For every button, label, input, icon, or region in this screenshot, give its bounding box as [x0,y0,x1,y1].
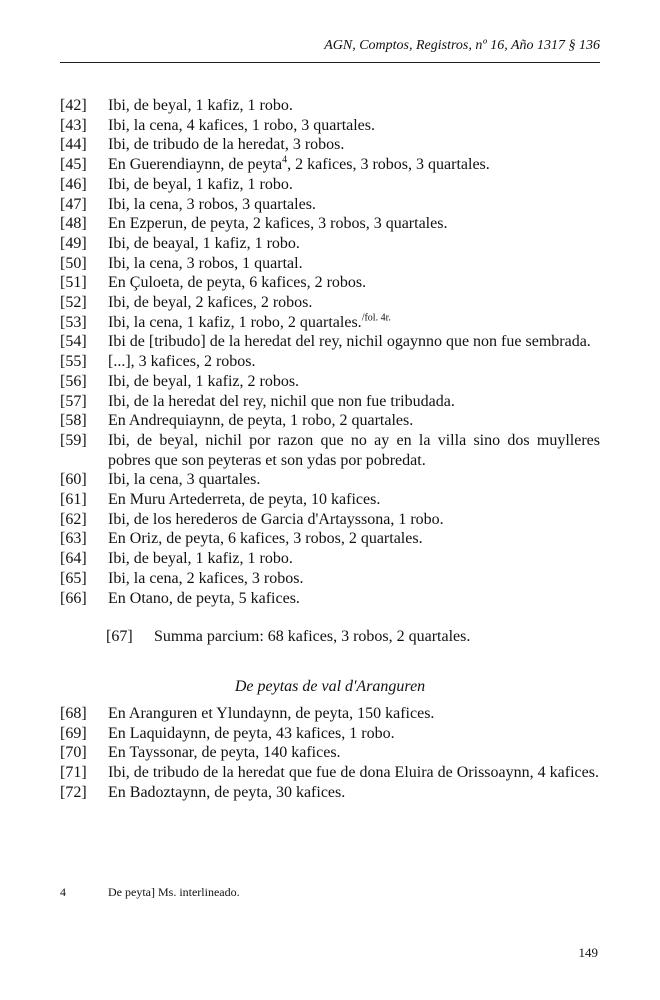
entry-number: [54] [60,333,87,351]
entry-number: [65] [60,569,87,587]
entry-row [60,273,600,293]
entry-text-part: , 2 kafices, 3 robos, 3 quartales. [287,156,490,174]
entry-number: [62] [60,510,87,528]
entry-row [60,411,600,431]
entry-row [60,392,600,412]
entry-text: Ibi, de beyal, 1 kafiz, 1 robo. [108,175,293,193]
entry-list [60,96,600,608]
entry-row [60,783,600,803]
entry-text: Ibi, de beyal, 2 kafices, 2 robos. [108,294,313,312]
entry-text: Ibi de [tribudo] de la heredat del rey, nichil ogaynno que non fue sembrada. [108,333,591,351]
entry-row [60,431,600,470]
entry-text [108,155,600,175]
entry-number: [56] [60,372,87,390]
footnote [60,885,240,900]
entry-row [60,743,600,763]
entry-row [60,470,600,490]
entry-row [60,234,600,254]
entry-row [60,293,600,313]
summa-text: Summa parcium: 68 kafices, 3 robos, 2 quartales. [154,628,471,645]
entry-number: [63] [60,530,87,548]
entry-text: En Tayssonar, de peyta, 140 kafices. [108,744,341,762]
entry-text: En Badoztaynn, de peyta, 30 kafices. [108,783,346,801]
entry-text: Ibi, la cena, 3 quartales. [108,471,261,489]
entry-row [60,510,600,530]
summa-number: [67] [106,628,133,645]
entry-text: Ibi, de beyal, 1 kafiz, 1 robo. [108,97,293,114]
entry-text: En Oriz, de peyta, 6 kafices, 3 robos, 2 quartales. [108,530,423,548]
entry-row [60,372,600,392]
entry-number: [43] [60,116,87,134]
entry-row [60,490,600,510]
entry-number: [47] [60,195,87,213]
entry-row [60,116,600,136]
entry-row [60,332,600,352]
footnote-text: De peyta] Ms. interlineado. [108,885,240,899]
entry-text: Ibi, la cena, 4 kafices, 1 robo, 3 quartales. [108,116,376,134]
entry-text-part: En Guerendiaynn, de peyta [108,156,283,174]
entry-list-aranguren [60,704,600,803]
entry-text: Ibi, de tribudo de la heredat que fue de dona Eluira de Orissoaynn, 4 kafices. [108,764,599,782]
footnote-number: 4 [60,885,66,899]
entry-number: [46] [60,175,87,193]
entry-number: [51] [60,274,87,292]
entry-number: [55] [60,353,87,371]
entry-number: [68] [60,705,87,722]
entry-number: [57] [60,392,87,410]
entry-text: En Muru Artederreta, de peyta, 10 kafices. [108,491,381,509]
entry-text: En Andrequiaynn, de peyta, 1 robo, 2 quartales. [108,412,414,430]
entry-row [60,254,600,274]
entry-row [60,724,600,744]
entry-number: [64] [60,550,87,568]
entry-text: En Aranguren et Ylundaynn, de peyta, 150 kafices. [108,705,435,722]
entry-number: [48] [60,215,87,233]
entry-text: Ibi, la cena, 2 kafices, 3 robos. [108,569,304,587]
superscript-note: /fol. 4r. [361,312,391,324]
superscript-note: 4 [282,154,288,166]
entry-row [60,549,600,569]
entry-row [60,96,600,116]
entry-row [60,175,600,195]
entry-text: Ibi, la cena, 3 robos, 3 quartales. [108,195,316,213]
page-number: 149 [578,945,598,960]
entry-row [60,704,600,724]
entry-text: Ibi, de la heredat del rey, nichil que non fue tribudada. [108,392,455,410]
entry-text: Ibi, de beyal, 1 kafiz, 2 robos. [108,372,300,390]
entry-number: [45] [60,156,87,174]
entry-text [108,313,600,333]
entry-text: Ibi, de los herederos de Garcia d'Artayssona, 1 robo. [108,510,444,528]
entry-row [60,313,600,333]
entry-text: En Otano, de peyta, 5 kafices. [108,589,300,607]
entry-number: [50] [60,254,87,272]
entry-text-part: Ibi, la cena, 1 kafiz, 1 robo, 2 quartales. [108,313,362,331]
header-rule [60,62,600,63]
entry-text: Ibi, de tribudo de la heredat, 3 robos. [108,136,345,154]
running-head: AGN, Comptos, Registros, nº 16, Año 1317 § 136 [324,38,600,53]
summa-line [106,627,470,646]
entry-row [60,155,600,175]
entry-text: Ibi, de beayal, 1 kafiz, 1 robo. [108,234,300,252]
entry-number: [69] [60,724,87,742]
entry-text: Ibi, la cena, 3 robos, 1 quartal. [108,254,303,272]
entry-number: [52] [60,294,87,312]
entry-row [60,529,600,549]
entry-number: [59] [60,431,87,449]
entry-text: Ibi, de beyal, nichil por razon que no ay en la villa sino dos muylleres pobres que son peyteras et son ydas por pobredat. [108,431,600,469]
entry-number: [71] [60,764,87,782]
entry-row [60,352,600,372]
entry-number: [72] [60,783,87,801]
entry-row [60,135,600,155]
entry-text: En Ezperun, de peyta, 2 kafices, 3 robos, 3 quartales. [108,215,448,233]
entry-row [60,569,600,589]
entry-row [60,214,600,234]
section-title: De peytas de val d'Aranguren [234,678,426,695]
entry-text: En Çuloeta, de peyta, 6 kafices, 2 robos. [108,274,367,292]
entry-number: [60] [60,471,87,489]
entry-number: [49] [60,234,87,252]
entry-row [60,589,600,609]
entry-text: [...], 3 kafices, 2 robos. [108,353,256,371]
entry-number: [58] [60,412,87,430]
entry-text: Ibi, de beyal, 1 kafiz, 1 robo. [108,550,293,568]
entry-number: [66] [60,589,87,607]
entry-number: [53] [60,313,87,331]
entry-row [60,195,600,215]
entry-text: En Laquidaynn, de peyta, 43 kafices, 1 robo. [108,724,395,742]
entry-number: [44] [60,136,87,154]
entry-number: [70] [60,744,87,762]
entry-number: [61] [60,491,87,509]
entry-row [60,763,600,783]
entry-number: [42] [60,97,87,114]
